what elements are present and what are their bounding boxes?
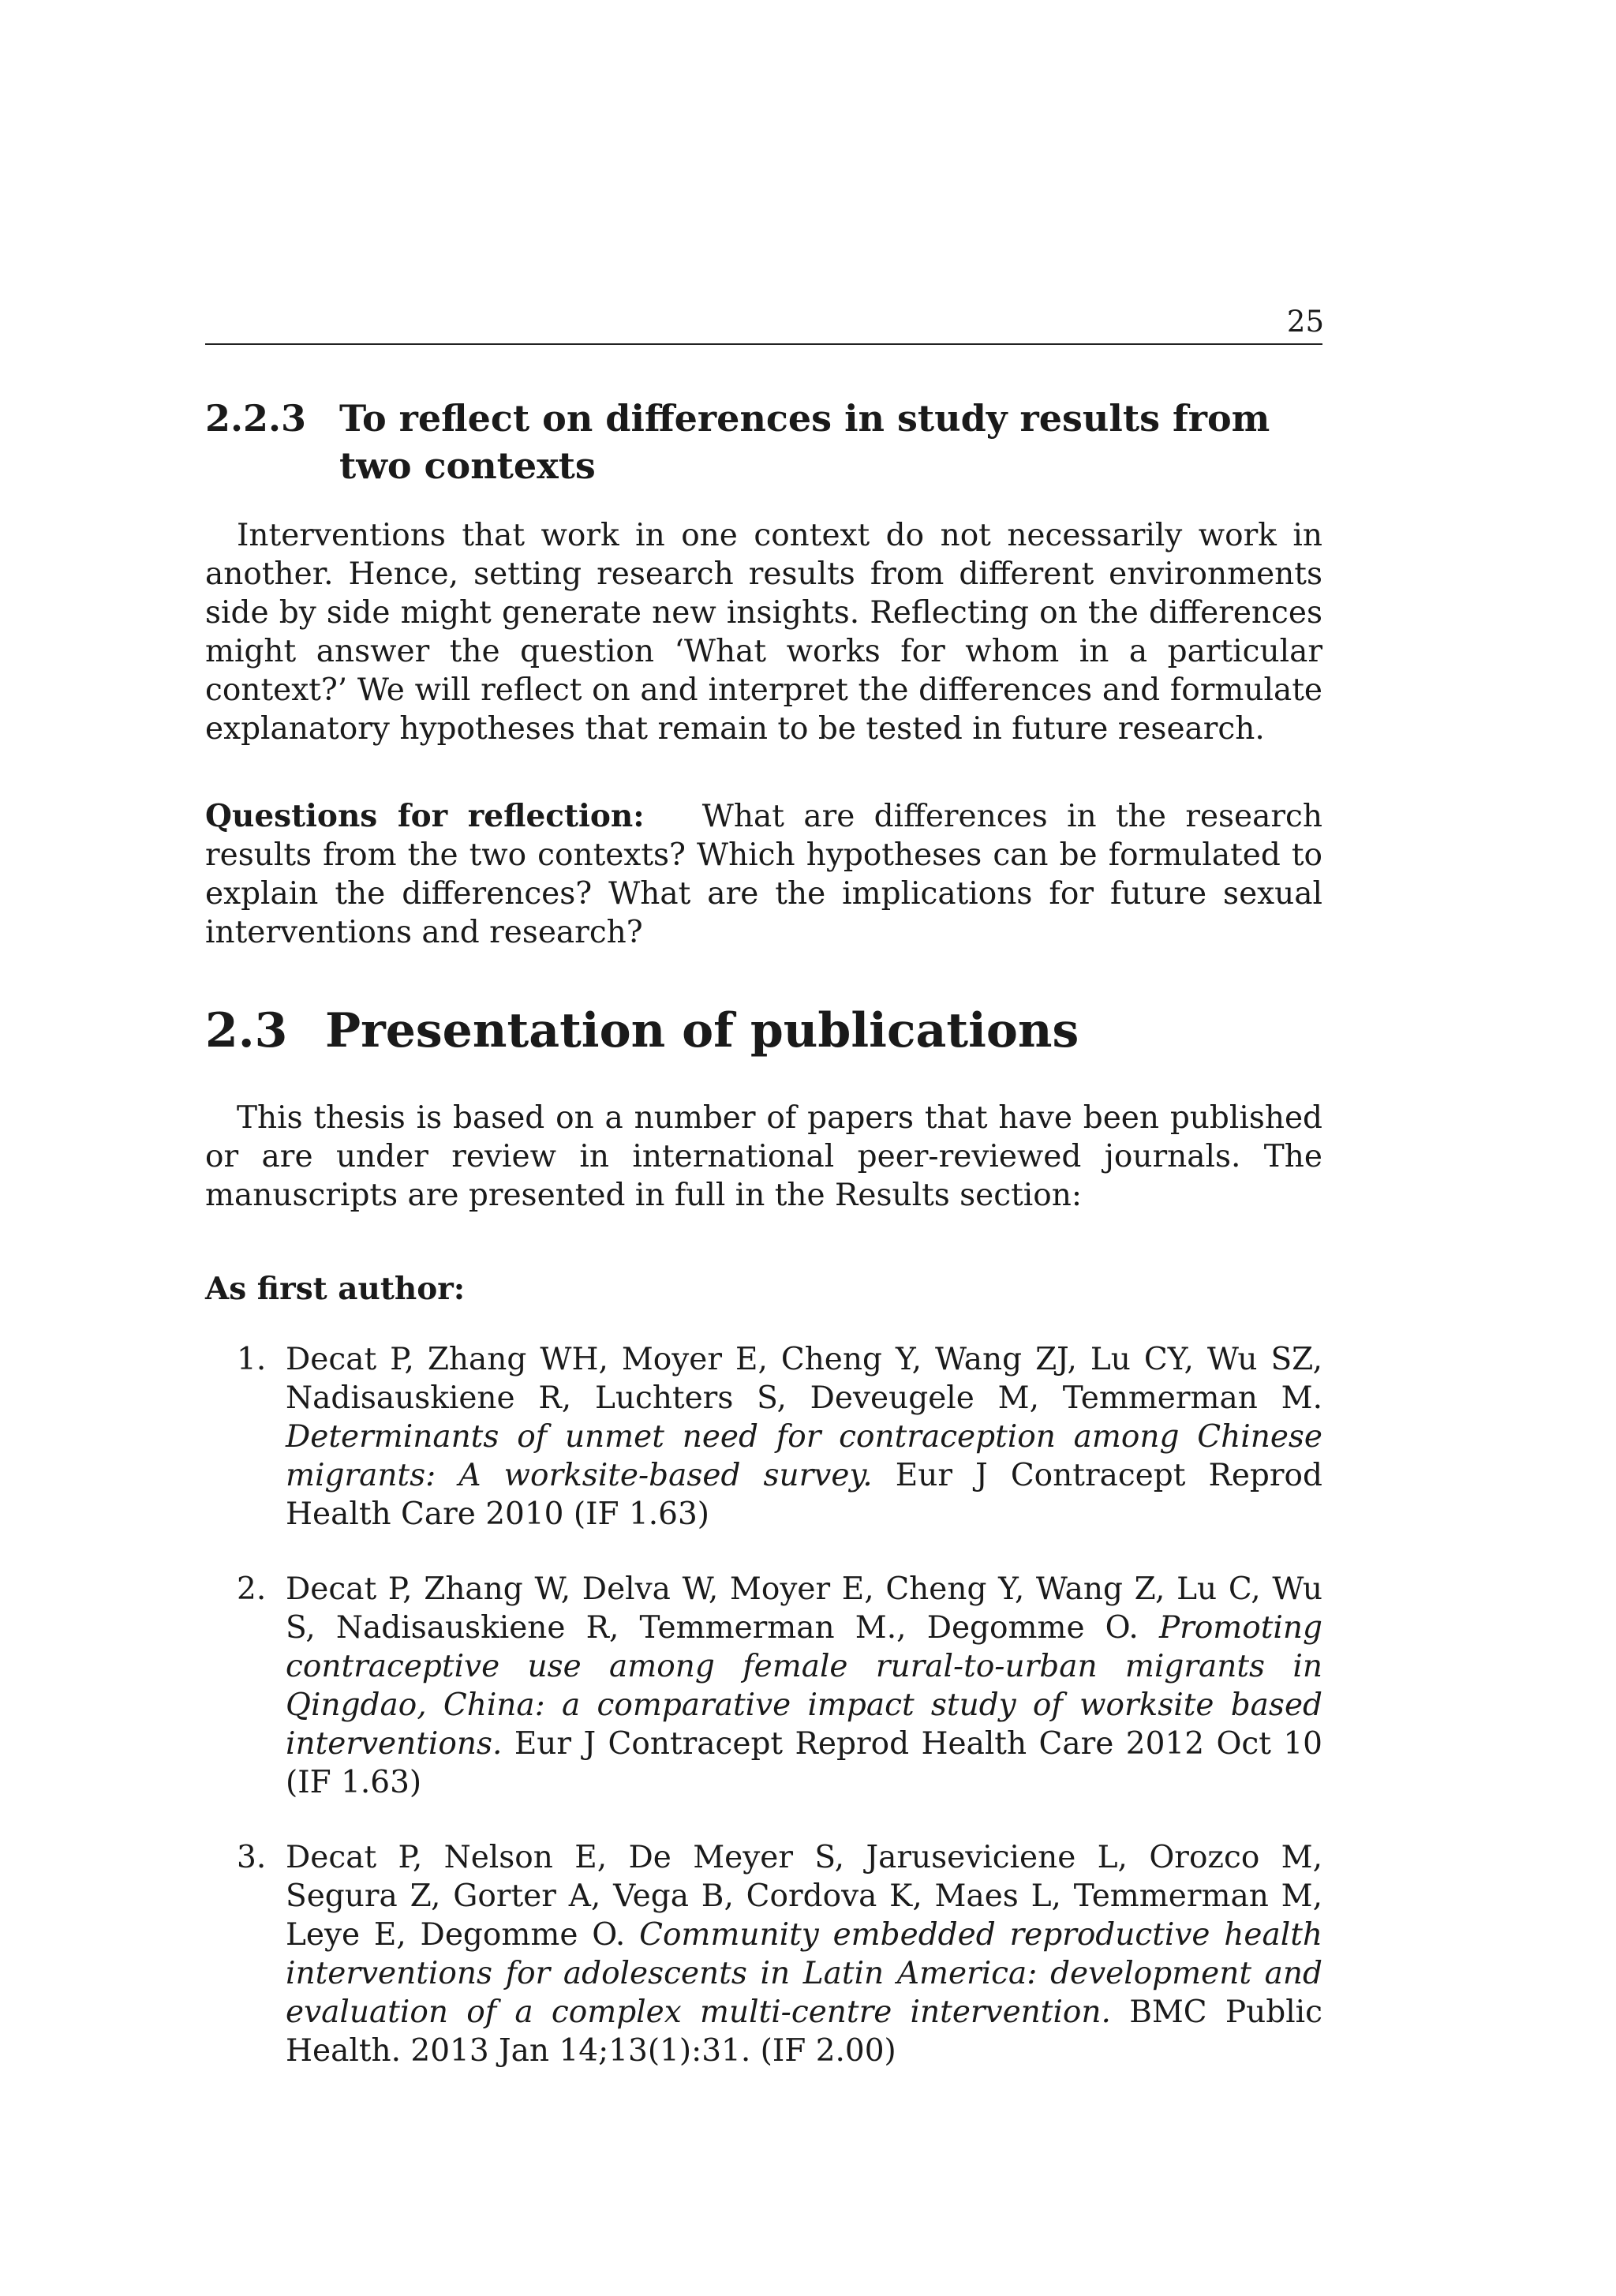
publication-citation [286,1340,1322,1534]
page-content [205,395,1322,2107]
first-author-label: As first author: [205,1271,466,1307]
subsection-number: 2.2.3 [205,397,307,440]
publication-authors: Decat P, Nelson E, De Meyer S, Jaruseviciene L, Orozco M, Segura Z, Gorter A, Vega B, Cordova K, Maes L, Temmerman M, Leye E, Degomme O. [286,1840,1322,1953]
reflection-questions [205,797,1322,952]
publication-number: 1. [237,1342,267,1377]
publication-item [205,1570,1322,1802]
publication-source: Eur J Contracept Reprod Health Care 2012 Oct 10 (IF 1.63) [286,1726,1322,1800]
publication-citation [286,1570,1322,1802]
publication-list [205,1340,1322,2070]
section-number: 2.3 [205,1003,288,1058]
publication-citation [286,1838,1322,2070]
publication-title: Determinants of unmet need for contraception among Chinese migrants: A worksite-based survey. [286,1419,1322,1493]
publication-item [205,1340,1322,1534]
subsection-heading [205,395,1322,489]
publication-title: Community embedded reproductive health interventions for adolescents in Latin America: development and evaluation of a complex multi-centre intervention. [286,1917,1322,2030]
section-heading [205,1002,1322,1059]
publication-authors: Decat P, Zhang WH, Moyer E, Cheng Y, Wang ZJ, Lu CY, Wu SZ, Nadisauskiene R, Luchters S, Deveugele M, Temmerman M. [286,1342,1322,1416]
header-rule [205,343,1322,345]
section-title: Presentation of publications [325,1003,1079,1058]
publication-number: 3. [237,1840,267,1875]
section-paragraph: This thesis is based on a number of papers that have been published or are under review in international peer-reviewed journals. The manuscripts are presented in full in the Results section: [205,1100,1322,1213]
subsection-paragraph: Interventions that work in one context do not necessarily work in another. Hence, setting research results from different environments side by side might generate new insights. Reflecting on the differences might answer the question ‘What works for whom in a particular context?’ We will reflect on and interpret the differences and formulate explanatory hypotheses that remain to be tested in future research. [205,518,1322,747]
publication-title: Promoting contraceptive use among female rural-to-urban migrants in Qingdao, China: a comparative impact study of worksite based interventions. [286,1610,1322,1762]
publication-authors: Decat P, Zhang W, Delva W, Moyer E, Cheng Y, Wang Z, Lu C, Wu S, Nadisauskiene R, Temmerman M., Degomme O. [286,1571,1322,1646]
publication-source: BMC Public Health. 2013 Jan 14;13(1):31. (IF 2.00) [286,1994,1322,2069]
reflection-text: What are differences in the research results from the two contexts? Which hypotheses can be formulated to explain the differences? What are the implications for future sexual interventions and research? [205,799,1322,950]
publication-source: Eur J Contracept Reprod Health Care 2010 (IF 1.63) [286,1458,1322,1532]
reflection-label: Questions for reflection: [205,798,645,834]
publication-number: 2. [237,1571,267,1607]
page-number: 25 [1286,305,1324,339]
subsection-title: To reflect on differences in study results from two contexts [339,397,1270,487]
publication-item [205,1838,1322,2070]
